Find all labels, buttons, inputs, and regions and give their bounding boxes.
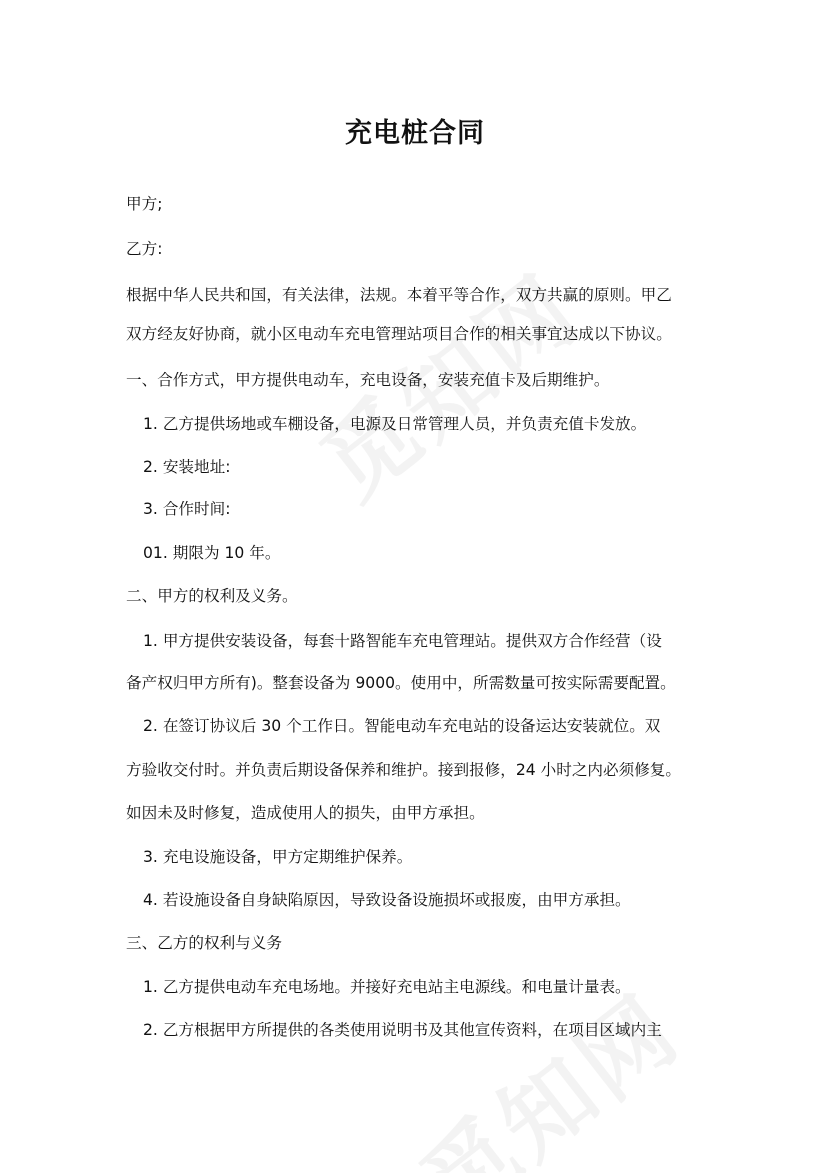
clause-item: 1. 乙方提供场地或车棚设备，电源及日常管理人员，并负责充值卡发放。 bbox=[143, 415, 647, 433]
clause-item: 1. 甲方提供安装设备，每套十路智能车充电管理站。提供双方合作经营（设 bbox=[143, 632, 662, 650]
section-heading: 二、甲方的权利及义务。 bbox=[126, 587, 298, 605]
clause-item: 1. 乙方提供电动车充电场地。并接好充电站主电源线。和电量计量表。 bbox=[143, 978, 631, 996]
section-heading: 一、合作方式，甲方提供电动车，充电设备，安装充值卡及后期维护。 bbox=[126, 371, 610, 389]
clause-item: 2. 乙方根据甲方所提供的各类使用说明书及其他宣传资料，在项目区域内主 bbox=[143, 1021, 662, 1039]
preamble-line: 根据中华人民共和国，有关法律，法规。本着平等合作，双方共赢的原则。甲乙 bbox=[126, 286, 672, 304]
party-b-line: 乙方: bbox=[126, 240, 163, 258]
party-a-line: 甲方; bbox=[126, 195, 163, 213]
clause-item: 3. 合作时间: bbox=[143, 500, 231, 518]
clause-item: 4. 若设施设备自身缺陷原因，导致设备设施损坏或报废，由甲方承担。 bbox=[143, 891, 631, 909]
preamble-line: 双方经友好协商，就小区电动车充电管理站项目合作的相关事宜达成以下协议。 bbox=[126, 325, 672, 343]
clause-item: 3. 充电设施设备，甲方定期维护保养。 bbox=[143, 848, 413, 866]
clause-item: 2. 安装地址: bbox=[143, 458, 231, 476]
clause-item: 01. 期限为 10 年。 bbox=[143, 544, 281, 562]
clause-continuation: 备产权归甲方所有)。整套设备为 9000。使用中，所需数量可按实际需要配置。 bbox=[126, 674, 676, 692]
clause-continuation: 方验收交付时。并负责后期设备保养和维护。接到报修，24 小时之内必须修复。 bbox=[126, 761, 681, 779]
clause-continuation: 如因未及时修复，造成使用人的损失，由甲方承担。 bbox=[126, 804, 485, 822]
section-heading: 三、乙方的权利与义务 bbox=[126, 934, 282, 952]
document-title: 充电桩合同 bbox=[345, 118, 485, 149]
clause-item: 2. 在签订协议后 30 个工作日。智能电动车充电站的设备运达安装就位。双 bbox=[143, 717, 661, 735]
